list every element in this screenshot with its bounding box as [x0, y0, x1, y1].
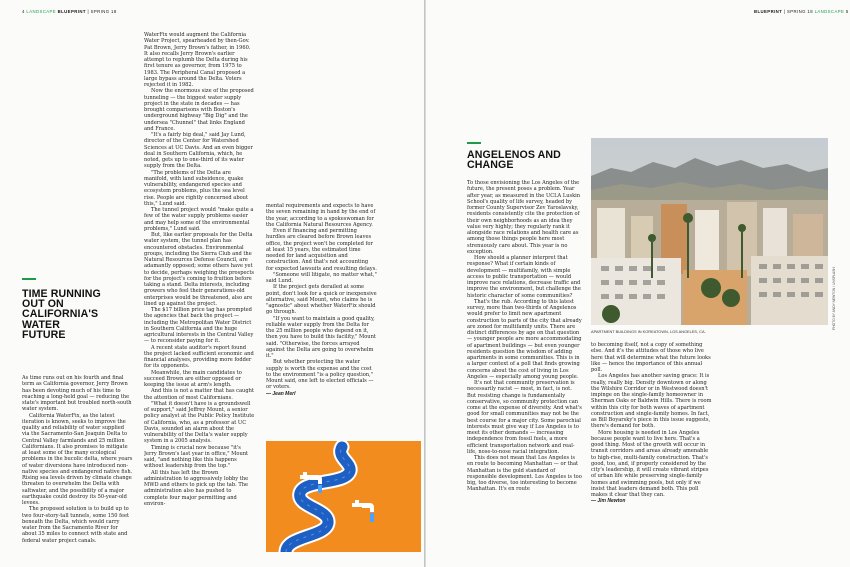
- paragraph: Meanwhile, the main candidates to succeed Brown are either opposed or keeping the issue at arm's length.: [144, 369, 242, 388]
- right-column-1: [467, 180, 582, 558]
- paragraph: WaterFix would augment the California Water Project, spearheaded by then-Gov. Pat Brown, Jerry Brown's father, in 1960. It also recalls Jerry Brown's earlier attempt to replumb the Delta during his first tenure as governor, from 1975 to 1983. The Peripheral Canal proposed a large bypass around the Delta. Voters rejected it in 1982.: [144, 32, 251, 88]
- author-signature: — Jim Newton: [591, 498, 626, 505]
- left-headline: TIME RUNNING OUT ON CALIFORNIA'S WATER FUTURE: [22, 288, 101, 341]
- paragraph: "It's a fairly big deal," said Jay Lund, director of the Center for Watershed Sciences at UC Davis. And an even bigger deal in Southern California, which, he noted, gets up to one-third of its water supply from the Delta.: [144, 132, 253, 170]
- left-folio: 4 LANDSCAPE BLUEPRINT | SPRING 18: [22, 9, 117, 14]
- paragraph: But whether protecting the water supply is worth the expense and the cost to the environment "is a policy question," Mount said, one left to elected officials — or voters.: [266, 359, 374, 391]
- paragraph: This does not mean that Los Angeles is en route to becoming Manhattan — or that Manhattan is the gold standard of responsible development. Los Angeles is too big, too diverse, too interesting to become Manhattan. It's en route: [467, 455, 582, 493]
- paragraph: Timing is crucial now because "it's Jerry Brown's last year in office," Mount said, "and nothing like this happens without leadership from the top.": [144, 444, 249, 470]
- paragraph: That's the rub. According to this latest survey, more than two-thirds of Angelenos would prefer to limit new apartment construction to parts of the city that already are zoned for multifamily units. There are distinct differences by age on that question — younger people are more accommodating of apartment buildings — but even younger residents question the wisdom of adding apartments in some communities. This is in a larger context of a poll that finds growing concerns about the cost of living in Los Angeles — especially among young people.: [467, 298, 582, 380]
- paragraph: "Someone will litigate, no matter what," said Lund.: [266, 271, 377, 284]
- paragraph: If the project gets derailed at some point, don't look for a quick or inexpensive alternative, said Mount, who claims he is "agnostic" about whether WaterFix should go through.: [266, 284, 377, 316]
- paragraph: More housing is needed in Los Angeles because people want to live here. That's a good thing. Most of the growth will occur in transit corridors and areas already amenable to high-rise, multi-family construction. That's good, too, and, if properly considered by the city's leadership, it will create vibrant stripes of urban life while preserving single-family homes and swimming pools, but only if we insist that leaders demand both. This poll makes it clear that they can.: [591, 429, 709, 498]
- paragraph: And this is not a matter that has caught the attention of most Californians.: [144, 388, 254, 401]
- paragraph: "If you want to maintain a good quality, reliable water supply from the Delta for the 25 million people who depend on it, then you have to build this facility," Mount said. "Otherwise, the forces arrayed against the Delta are going to overwhelm it.": [266, 315, 376, 359]
- paragraph: mental requirements and expects to have the seven remaining in hand by the end of the year, according to a spokeswoman for the California Natural Resources Agency.: [266, 203, 376, 228]
- paragraph: Los Angeles has another saving grace: It is really, really big. Density downtown or along the Wilshire Corridor or in Westwood doesn't impinge on the single-family homeowner in Sherman Oaks or Baldwin Hills. There is room within this city for both waves of apartment construction and single-family homes. In fact, as Bill Boyarsky's piece in this issue suggests, there's demand for both.: [591, 373, 712, 430]
- paragraph: But, like earlier proposals for the Delta water system, the tunnel plan has encountered obstacles. Environmental groups, including the Sierra Club and the Natural Resources Defense Council, are adamantly opposed; some others have yet to decide, perhaps weighing the prospects for the project's coming to fruition before taking a stand. Delta interests, including growers who feel their generations-old enterprises would be threatened, also are lined up against the project.: [144, 232, 254, 307]
- left-column-2: [144, 32, 255, 558]
- headline-accent-bar: [467, 142, 481, 144]
- paragraph: To those envisioning the Los Angeles of the future, the present poses a problem. Year after year, as measured in the UCLA Luskin School's quality of life survey, headed by former County Supervisor Zev Yaroslavsky, residents consistently cite the protection of their own neighborhoods as an idea they value very highly; they regularly rank it alongside race relations and health care as among those things people here most strenuously care about. This year is no exception.: [467, 180, 581, 255]
- right-headline: ANGELENOS AND CHANGE: [467, 149, 561, 172]
- right-folio: BLUEPRINT | SPRING 18 LANDSCAPE 5: [754, 9, 849, 14]
- paragraph: The proposed solution is to build up to two four-story-tall tunnels, some 150 feet beneath the Delta, which would carry water from the Sacramento River for about 35 miles to connect with state and federal water project canals.: [22, 506, 130, 544]
- paragraph: The tunnel project would "make quite a few of the water supply problems easier and may help some of the environmental problems," Lund said.: [144, 207, 254, 232]
- koreatown-photo: [591, 138, 828, 325]
- paragraph: As time runs out on his fourth and final term as California governor, Jerry Brown has been devoting much of his time to reaching a long-held goal — reducing the state's important but troubled north-south water system.: [22, 375, 132, 413]
- paragraph: The $17 billion price tag has prompted the agencies that back the project — including the Metropolitan Water District in Southern California and the huge agricultural interests in the Central Valley — to reconsider paying for it.: [144, 307, 254, 345]
- photo-caption: APARTMENT BUILDINGS IN KOREATOWN, LOS ANGELES, CA.: [591, 329, 706, 334]
- paragraph: to becoming itself, not a copy of something else. And it's the attitudes of those who live here that will determine what the future looks like — hence the importance of this annual poll.: [591, 342, 711, 373]
- paragraph: Even if financing and permitting hurdles are cleared before Brown leaves office, the project won't be completed for at least 15 years, the estimated time needed for land acquisition and construction. And that's not accounting for expected lawsuits and resulting delays.: [266, 228, 377, 272]
- river-faucet-illustration: [266, 441, 421, 552]
- paragraph: "The problems of the Delta are manifold, with land subsidence, quake vulnerability, endangered species and ecosystem problems, plus the sea level rise. People are rightly concerned about this," Lund said.: [144, 169, 248, 207]
- left-page: [0, 0, 424, 567]
- paragraph: All this has left the Brown administration to aggressively lobby the MWD and others to pick up the tab. The administration also has pushed to complete four major permitting and environ-: [144, 469, 249, 507]
- left-column-3: [266, 203, 377, 439]
- author-signature: — Jean Merl: [266, 390, 296, 397]
- paragraph: "What it doesn't have is a groundswell of support," said Jeffrey Mount, a senior policy analyst at the Public Policy Institute of California, who, as a professor at UC Davis, sounded an alarm about the vulnerability of the Delta's water supply system in a 2005 analysis.: [144, 400, 255, 445]
- left-intro-column: [22, 375, 133, 558]
- headline-accent-bar: [22, 278, 36, 280]
- right-column-2: [591, 342, 712, 558]
- paragraph: How should a planner interpret that response? What if certain kinds of development — multifamily, with simple access to public transportation — would improve race relations, decrease traffic and improve the environment, but challenge the historic character of some communities?: [467, 255, 581, 299]
- paragraph: It's not that community preservation is necessarily racist — most, in fact, is not. But resisting change is fundamentally conservative, so community protection can come at the expense of diversity. And what's good for small communities may not be the best course for a major city. Some parochial interests must give way if Los Angeles is to meet its other demands — increasing independence from fossil fuels, a more efficient transportation network and real-life, nose-to-nose racial integration.: [467, 380, 582, 455]
- paragraph: A recent state auditor's report found the project lacked sufficient economic and financial analyses, providing more fodder for its opponents.: [144, 344, 254, 370]
- paragraph: Now the enormous size of the proposed tunneling — the biggest water supply project in the state in decades — has brought comparisons with Boston's underground highway "Big Dig" and the undersea "Chunnel" that links England and France.: [144, 88, 254, 132]
- photo-credit: PHOTO BY ANDY NEWTON / UNSPLASH: [832, 267, 836, 330]
- paragraph: California WaterFix, as the latest iteration is known, seeks to improve the quality and reliability of water supplied via the Sacramento-San Joaquin Delta to Central Valley farmlands and 25 million Californians. It also promises to mitigate at least some of the many ecological problems in the bucolic delta, where years of water diversions have introduced non-native species and endangered native fish. Rising sea levels driven by climate change threaten to overwhelm the Delta with saltwater, and the possibility of a major earthquake could destroy its 50-year-old levees.: [22, 412, 133, 506]
